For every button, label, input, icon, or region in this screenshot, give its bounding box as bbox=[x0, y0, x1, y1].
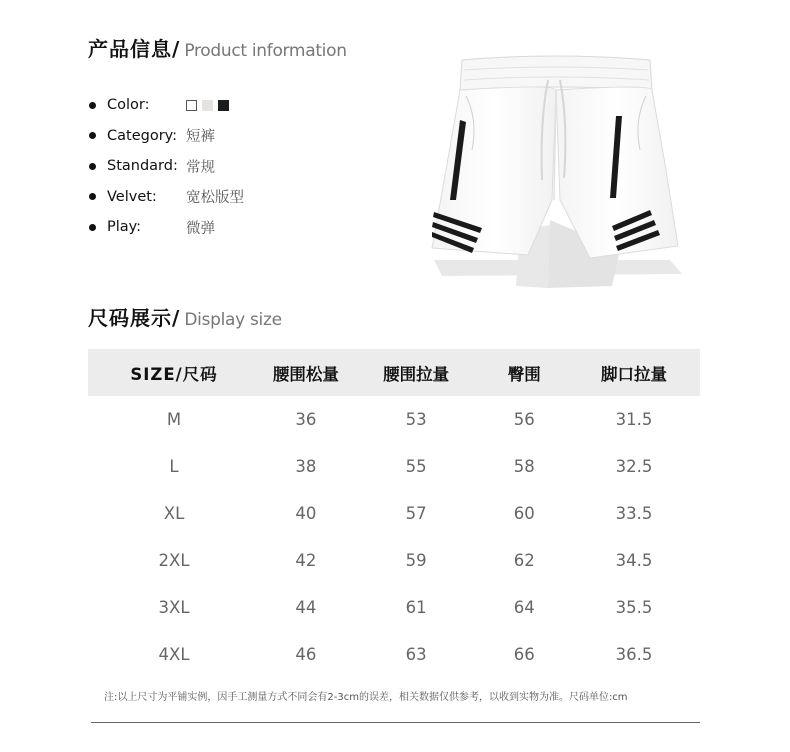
table-cell: 62 bbox=[513, 551, 535, 570]
table-cell: 33.5 bbox=[615, 504, 653, 523]
table-cell: 36.5 bbox=[615, 645, 653, 664]
info-value-standard: 常规 bbox=[186, 159, 215, 176]
size-section-title-en: Display size bbox=[184, 310, 282, 330]
table-cell: M bbox=[166, 410, 182, 429]
table-cell: 42 bbox=[295, 551, 317, 570]
color-swatch-beige[interactable] bbox=[202, 100, 213, 111]
table-row bbox=[88, 631, 700, 678]
table-cell: 40 bbox=[295, 504, 317, 523]
product-info-title-en: Product information bbox=[184, 41, 347, 61]
table-cell: 60 bbox=[513, 504, 535, 523]
table-row bbox=[88, 584, 700, 631]
size-table-header: 腰围松量 bbox=[260, 349, 352, 396]
product-info-title bbox=[88, 33, 347, 62]
bullet-icon bbox=[89, 102, 96, 109]
size-table bbox=[88, 349, 700, 678]
info-label-category: Category: bbox=[107, 127, 178, 144]
table-cell: 66 bbox=[513, 645, 535, 664]
divider bbox=[91, 722, 700, 723]
table-cell: 3XL bbox=[158, 598, 190, 617]
table-cell: 46 bbox=[295, 645, 317, 664]
info-row-standard bbox=[88, 151, 244, 182]
table-cell: 64 bbox=[513, 598, 535, 617]
size-table-header-row bbox=[88, 349, 700, 396]
product-info-title-cn: 产品信息/ bbox=[88, 37, 181, 61]
table-row bbox=[88, 537, 700, 584]
size-table-header: SIZE/尺码 bbox=[88, 349, 260, 396]
product-info-list bbox=[88, 90, 244, 243]
bullet-icon bbox=[89, 193, 96, 200]
table-cell: L bbox=[169, 457, 179, 476]
shorts-product-image bbox=[420, 50, 690, 295]
table-cell: XL bbox=[163, 504, 185, 523]
measurement-note: 注:以上尺寸为平铺实例，因手工测量方式不同会有2-3cm的误差，相关数据仅供参考，以收到实物为准。尺码单位:cm bbox=[104, 692, 628, 703]
size-table-header: 腰围拉量 bbox=[352, 349, 481, 396]
table-row bbox=[88, 443, 700, 490]
info-label-color: Color: bbox=[107, 97, 150, 114]
table-cell: 59 bbox=[405, 551, 427, 570]
info-label-play: Play: bbox=[107, 219, 142, 236]
color-swatch-white[interactable] bbox=[186, 100, 197, 111]
info-value-velvet: 宽松版型 bbox=[186, 190, 244, 207]
info-row-color bbox=[88, 90, 244, 121]
size-table-header: 脚口拉量 bbox=[568, 349, 700, 396]
color-swatch-black[interactable] bbox=[218, 100, 229, 111]
info-value-category: 短裤 bbox=[186, 129, 215, 146]
info-row-velvet bbox=[88, 182, 244, 213]
info-row-play bbox=[88, 212, 244, 243]
bullet-icon bbox=[89, 163, 96, 170]
table-cell: 34.5 bbox=[615, 551, 653, 570]
table-cell: 44 bbox=[295, 598, 317, 617]
info-label-standard: Standard: bbox=[107, 158, 178, 175]
bullet-icon bbox=[89, 224, 96, 231]
table-cell: 31.5 bbox=[615, 410, 653, 429]
table-cell: 32.5 bbox=[615, 457, 653, 476]
size-section-title-cn: 尺码展示/ bbox=[88, 306, 181, 330]
table-row bbox=[88, 396, 700, 443]
table-cell: 4XL bbox=[158, 645, 190, 664]
size-section-title bbox=[88, 302, 282, 331]
table-cell: 58 bbox=[513, 457, 535, 476]
table-cell: 35.5 bbox=[615, 598, 653, 617]
table-cell: 38 bbox=[295, 457, 317, 476]
info-value-play: 微弹 bbox=[186, 220, 215, 237]
table-cell: 55 bbox=[405, 457, 427, 476]
table-cell: 53 bbox=[405, 410, 427, 429]
size-table-header: 臀围 bbox=[481, 349, 569, 396]
table-cell: 56 bbox=[513, 410, 535, 429]
table-cell: 36 bbox=[295, 410, 317, 429]
table-cell: 63 bbox=[405, 645, 427, 664]
table-row bbox=[88, 490, 700, 537]
color-swatches bbox=[186, 100, 229, 111]
table-cell: 61 bbox=[405, 598, 427, 617]
info-label-velvet: Velvet: bbox=[107, 188, 157, 205]
table-cell: 2XL bbox=[158, 551, 190, 570]
info-row-category bbox=[88, 121, 244, 152]
table-cell: 57 bbox=[405, 504, 427, 523]
bullet-icon bbox=[89, 132, 96, 139]
